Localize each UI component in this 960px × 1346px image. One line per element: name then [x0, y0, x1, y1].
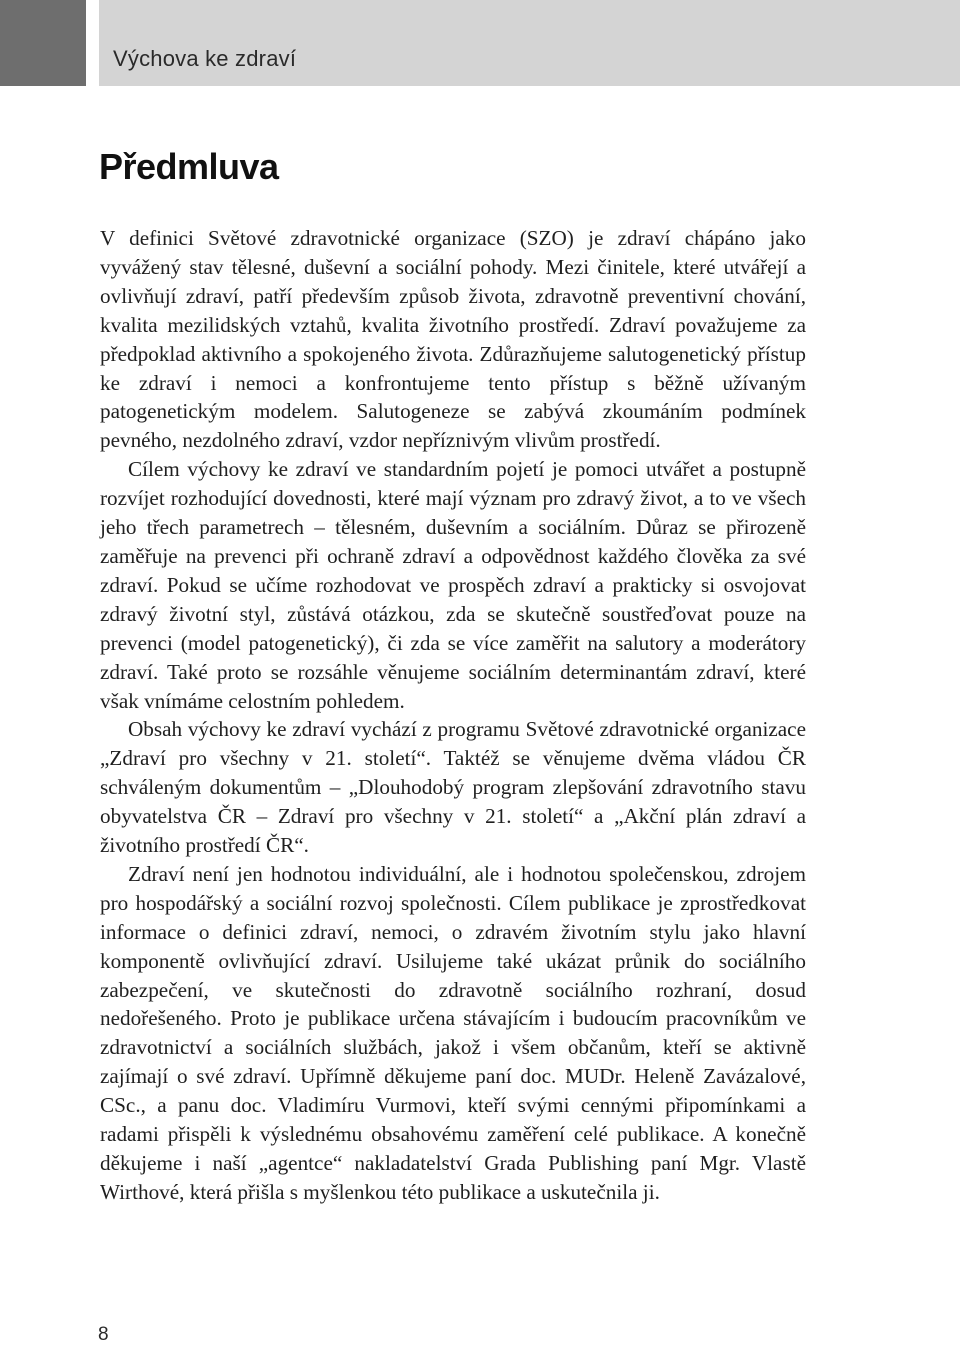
- body-text: [100, 224, 806, 1207]
- paragraph-2: Cílem výchovy ke zdraví ve standardním pojetí je pomoci utvářet a postupně rozvíjet rozhodující dovednosti, které mají význam pro zdravý život, a to ve všech jeho třech parametrech – tělesném, duševním a sociálním. Důraz se přirozeně zaměřuje na prevenci při ochraně zdraví a odpovědnost každého člověka za své zdraví. Pokud se učíme rozhodovat ve prospěch zdraví a prakticky si osvojovat zdravý životní styl, zůstává otázkou, zda se skutečně soustřeďovat pouze na prevenci (model patogenetický), či zda se více zaměřit na salutory a moderátory zdraví. Také proto se rozsáhle věnujeme sociálním determinantám zdraví, které však vnímáme celostním pohledem.: [100, 457, 806, 713]
- running-header: [99, 0, 960, 86]
- paragraph-3: Obsah výchovy ke zdraví vychází z programu Světové zdravotnické organizace „Zdraví pro všechny v 21. století“. Taktéž se věnujeme dvěma vládou ČR schváleným dokumentům – „Dlouhodobý program zlepšování zdravotního stavu obyvatelstva ČR – Zdraví pro všechny v 21. století“ a „Akční plán zdraví a životního prostředí ČR“.: [100, 717, 806, 858]
- page-number: 8: [98, 1324, 109, 1345]
- running-head-title: Výchova ke zdraví: [113, 46, 297, 71]
- corner-block: [0, 0, 86, 86]
- paragraph-1: V definici Světové zdravotnické organizace (SZO) je zdraví chápáno jako vyvážený stav tělesné, duševní a sociální pohody. Mezi činitele, které utvářejí a ovlivňují zdraví, patří především způsob života, zdravotně preventivní chování, kvalita mezilidských vztahů, kvalita životního prostředí. Zdraví považujeme za předpoklad aktivního a spokojeného života. Zdůrazňujeme salutogenetický přístup ke zdraví i nemoci a konfrontujeme tento přístup s běžně užívaným patogenetickým modelem. Salutogeneze se zabývá zkoumáním podmínek pevného, nezdolného zdraví, vzdor nepříznivým vlivům prostředí.: [100, 226, 806, 453]
- chapter-title: Předmluva: [99, 146, 279, 187]
- paragraph-4: Zdraví není jen hodnotou individuální, ale i hodnotou společenskou, zdrojem pro hospodářský a sociální rozvoj společnosti. Cílem publikace je zprostředkovat informace o definici zdraví, nemoci, o zdravém životním stylu jako hlavní komponentě ovlivňující zdraví. Usilujeme také ukázat průnik do sociálního zabezpečení, ve skutečnosti do zdravotně sociálního rozhraní, dosud nedořešeného. Proto je publikace určena stávajícím i budoucím pracovníkům ve zdravotnictví a sociálních službách, jakož i všem občanům, kteří se aktivně zajímají o své zdraví. Upřímně děkujeme paní doc. MUDr. Heleně Zavázalové, CSc., a panu doc. Vladimíru Vurmovi, kteří svými cennými připomínkami a radami přispěli k výslednému obsahovému zaměření celé publikace. A konečně děkujeme i naší „agentce“ nakladatelství Grada Publishing paní Mgr. Vlastě Wirthové, která přišla s myšlenkou této publikace a uskutečnila ji.: [100, 861, 806, 1204]
